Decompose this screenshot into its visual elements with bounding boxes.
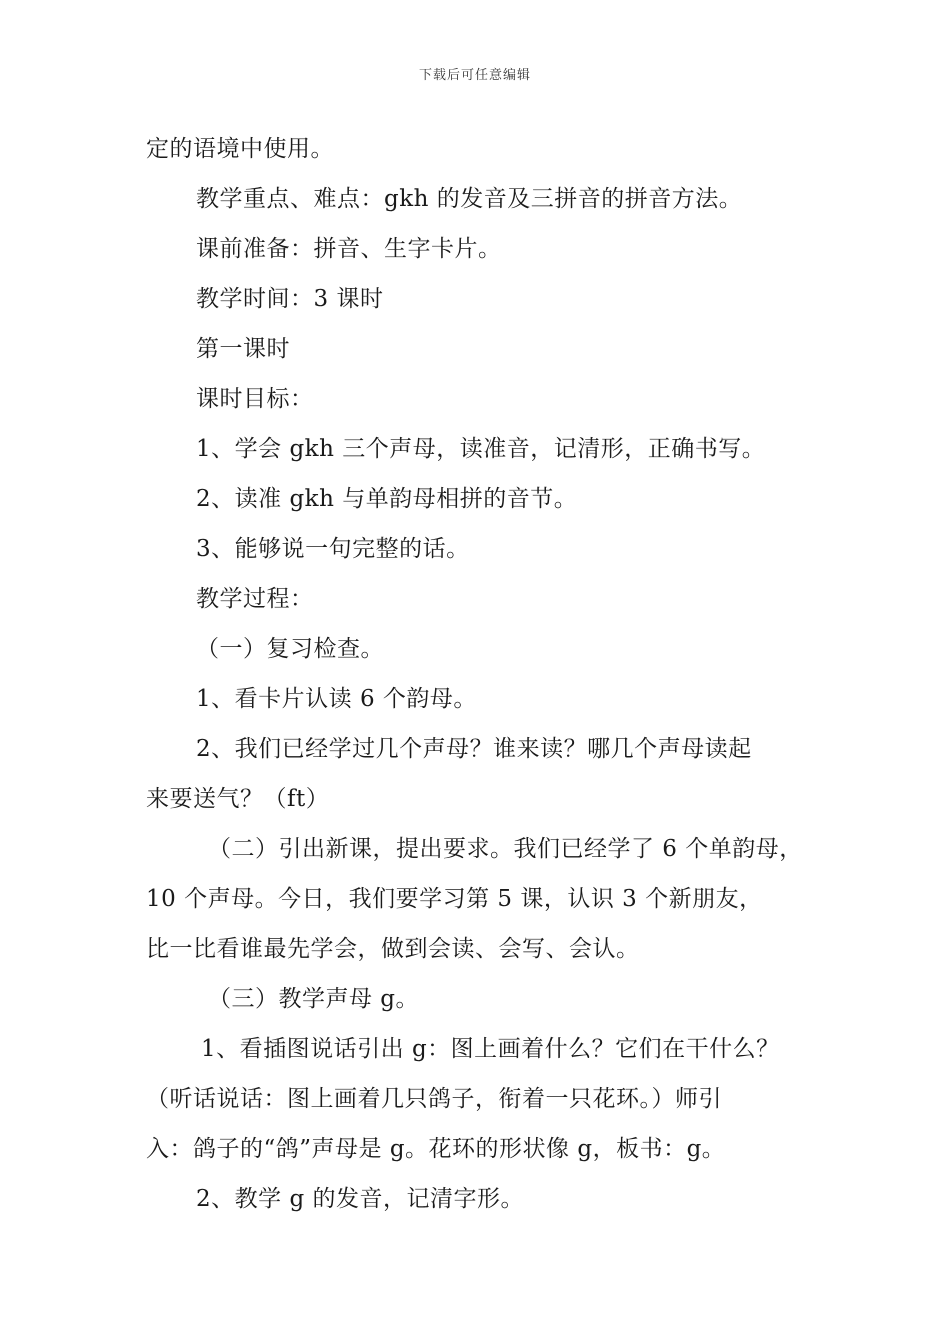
preparation: 课前准备：拼音、生字卡片。	[196, 236, 502, 262]
step-item: 1、看插图说话引出 g：图上画着什么？它们在干什么？	[201, 1036, 780, 1062]
step-heading: （二）引出新课，提出要求。我们已经学了 6 个单韵母，	[208, 836, 803, 862]
paragraph-line: 入：鸽子的“鸽”声母是 g。花环的形状像 g，板书：g。	[146, 1136, 726, 1162]
step-heading: （一）复习检查。	[196, 636, 384, 662]
objective-item: 2、读准 gkh 与单韵母相拼的音节。	[196, 486, 578, 512]
process-heading: 教学过程：	[196, 586, 314, 612]
paragraph-line: 定的语境中使用。	[146, 136, 334, 162]
step-item: 2、教学 g 的发音，记清字形。	[196, 1186, 524, 1212]
objective-item: 3、能够说一句完整的话。	[196, 536, 470, 562]
page-header: 下载后可任意编辑	[418, 68, 531, 83]
objective-item: 1、学会 gkh 三个声母，读准音，记清形，正确书写。	[196, 436, 766, 462]
section-heading: 第一课时	[196, 336, 290, 362]
document-body	[146, 124, 811, 1224]
teaching-time: 教学时间：3 课时	[196, 286, 384, 312]
objectives-heading: 课时目标：	[196, 386, 314, 412]
step-item: 1、看卡片认读 6 个韵母。	[196, 686, 477, 712]
paragraph-line: 比一比看谁最先学会，做到会读、会写、会认。	[146, 936, 640, 962]
paragraph-line: （听话说话：图上画着几只鸽子，衔着一只花环。）师引	[146, 1086, 722, 1112]
step-heading: （三）教学声母 g。	[208, 986, 420, 1012]
teaching-focus: 教学重点、难点：gkh 的发音及三拼音的拼音方法。	[196, 186, 743, 212]
paragraph-line: 来要送气？（ft）	[146, 786, 330, 812]
paragraph-line: 10 个声母。今日，我们要学习第 5 课，认识 3 个新朋友，	[146, 886, 763, 912]
step-item: 2、我们已经学过几个声母？谁来读？哪几个声母读起	[196, 736, 752, 762]
